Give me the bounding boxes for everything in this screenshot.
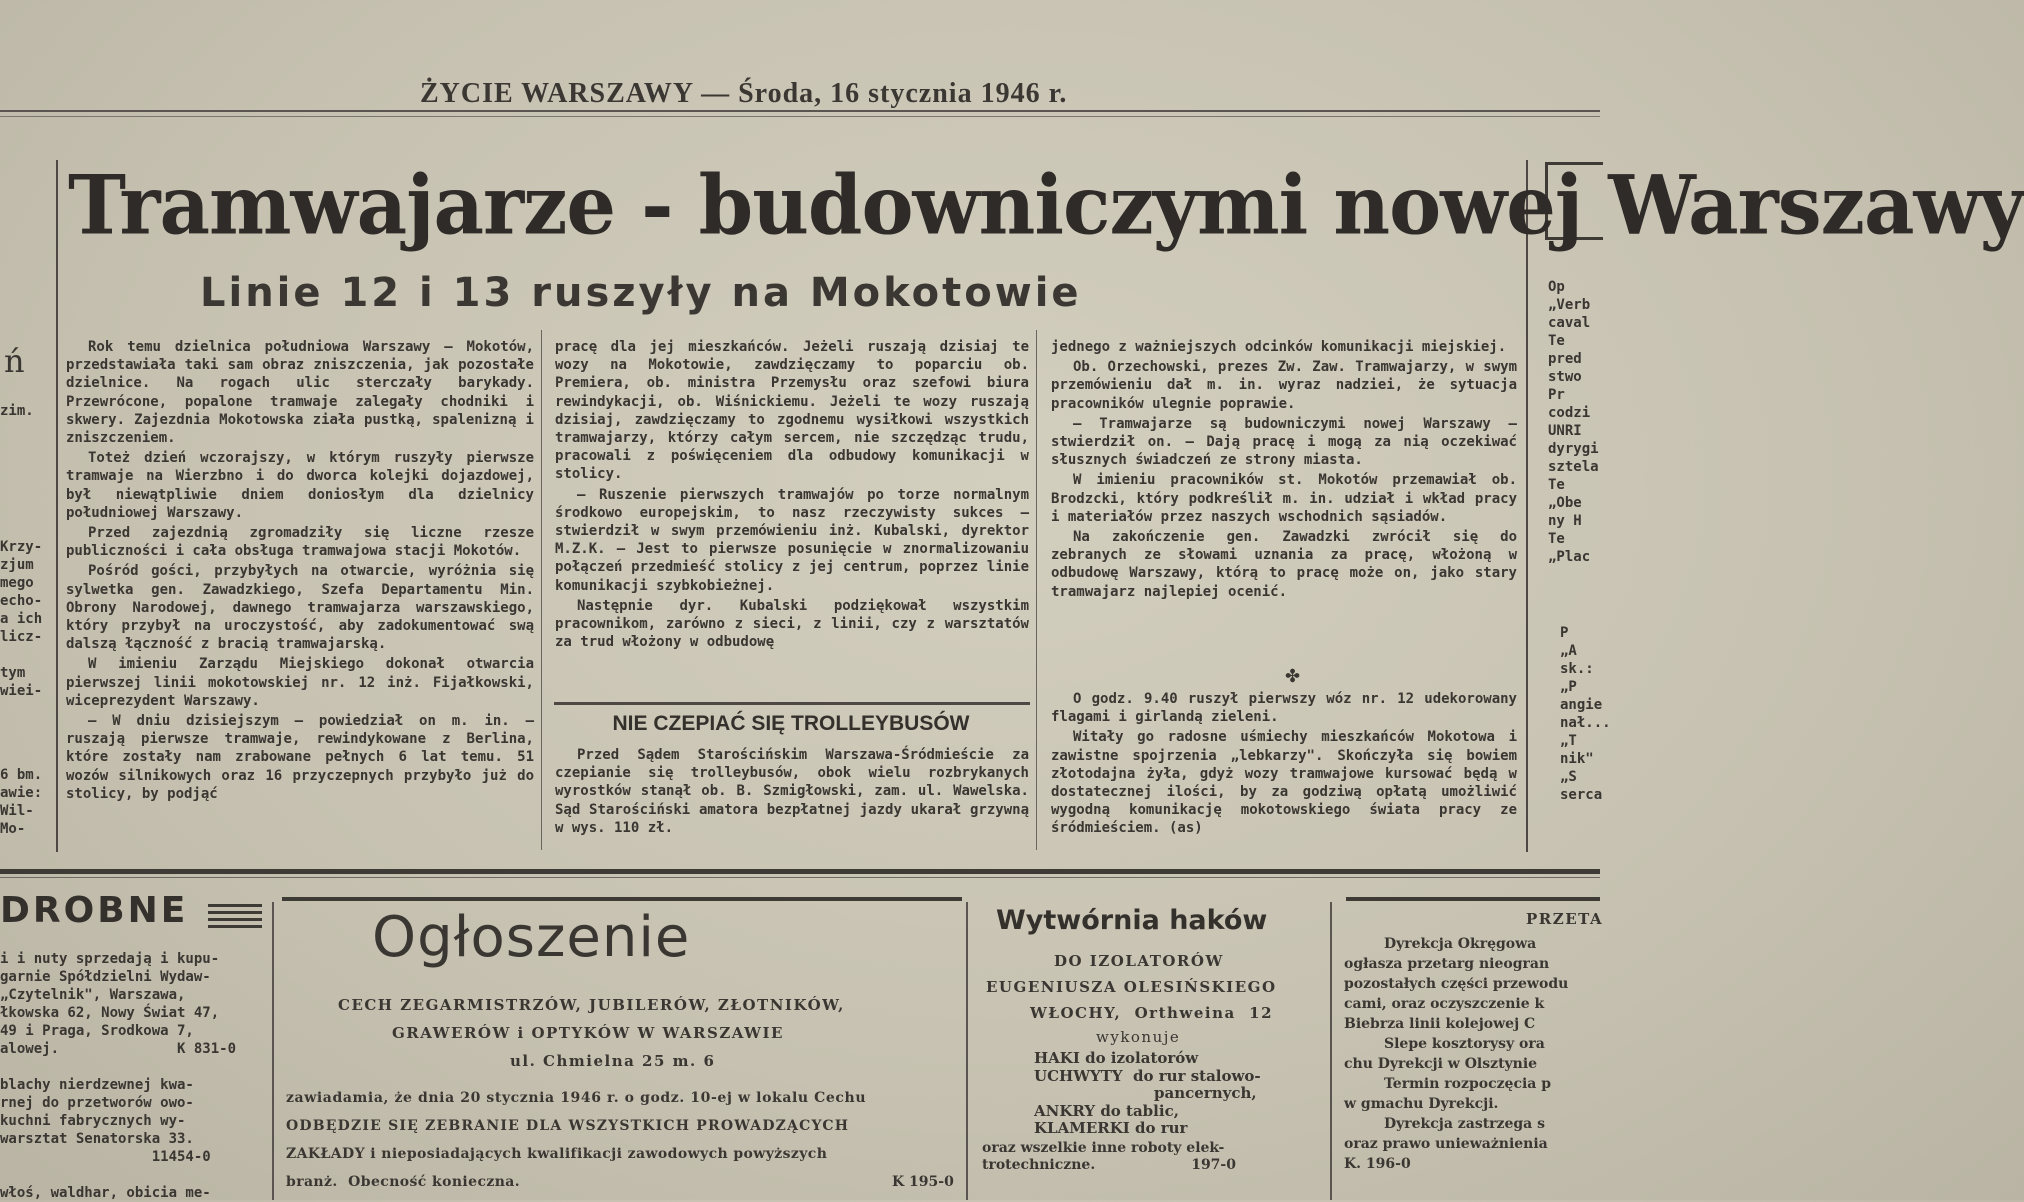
- margin-line: „Plac: [1548, 549, 1591, 565]
- margin-line: Krzy-: [0, 539, 43, 555]
- margin-line: licz-: [0, 629, 43, 645]
- hooks-ad-list: [1034, 1050, 1261, 1138]
- margin-glyph: ń: [4, 342, 25, 380]
- classified-line: kuchni fabrycznych wy-: [0, 1113, 186, 1129]
- paragraph: Następnie dyr. Kubalski podziękował wszystkim pracownikom, zarówno z sieci, z linii, czy z warsztatów za trud włożony w odbudowę: [555, 597, 1029, 651]
- classified-line: alowej. K 831-0: [0, 1041, 237, 1057]
- paragraph: Witały go radosne uśmiechy mieszkańców Mokotowa i zawistne spojrzenia „lebkarzy". Skończyła się bowiem złotodajna żyła, gdyż wozy tramwajowe kursować będą w dostatecznej ilości, by za godziwą opłatą umożliwić wygodną komunikację mokotowskiego świata pracy ze śródmieściem. (as): [1051, 729, 1517, 837]
- classified-line: rnej do przetworów owo-: [0, 1095, 194, 1111]
- margin-line: mego: [0, 575, 34, 591]
- classified-line: [0, 1058, 268, 1076]
- announcement-body: ZAKŁADY i nieposiadających kwalifikacji zawodowych powyższych: [286, 1146, 828, 1162]
- classified-line: 11454-0: [0, 1149, 211, 1165]
- announcement-body: ODBĘDZIE SIĘ ZEBRANIE DLA WSZYSTKICH PROWADZĄCYCH: [286, 1118, 850, 1134]
- article-frame-right: [1526, 160, 1528, 852]
- paragraph: Rok temu dzielnica południowa Warszawy — Mokotów, przedstawiała taki sam obraz zniszczenia, jak pozostałe dzielnice. Na rogach ulic sterczały barykady. Przewrócone, popalone tramwaje zalegały chodniki i skwery. Zajezdnia Mokotowska ziała pustką, spalenizną i zniszczeniem.: [66, 339, 534, 447]
- margin-line: P: [1560, 625, 1569, 641]
- ad-separator: [1330, 902, 1332, 1200]
- article-column-1: [66, 338, 534, 803]
- margin-line: zjum: [0, 557, 34, 573]
- trolley-headline: NIE CZEPIAĆ SIĘ TROLLEYBUSÓW: [612, 712, 970, 735]
- column-separator: [541, 330, 542, 850]
- margin-line: sk.:: [1560, 661, 1594, 677]
- hooks-ad-code: 197-0: [1191, 1157, 1236, 1173]
- paragraph: Toteż dzień wczorajszy, w którym ruszyły pierwsze tramwaje na Wierzbno i do dworca kolejki dojazdowej, był niewątpliwie dniem doniosłym dla dzielnicy południowej Warszawy.: [66, 450, 534, 521]
- paragraph: Pośród gości, przybyłych na otwarcie, wyróżnia się sylwetka gen. Zawadzkiego, Szefa Departamentu Min. Obrony Narodowej, dawnego tramwajarza warszawskiego, który przybył na uroczystość, aby zadokumentować swą dalszą łączność z bracią tramwajarską.: [66, 563, 534, 653]
- announcement-title: Ogłoszenie: [372, 905, 691, 970]
- margin-line: ny H: [1548, 513, 1582, 529]
- margin-line: tym: [0, 665, 26, 681]
- announcement-address: ul. Chmielna 25 m. 6: [510, 1052, 716, 1070]
- subheadline: Linie 12 i 13 ruszyły na Mokotowie: [200, 270, 1082, 316]
- margin-line: „S: [1560, 769, 1577, 785]
- classifieds-title: DROBNE: [0, 890, 189, 931]
- paragraph: W imieniu Zarządu Miejskiego dokonał otwarcia pierwszej linii mokotowskiej nr. 12 inż. Fijałkowski, wiceprezydent Warszawy.: [66, 656, 534, 709]
- classified-line: garnie Spółdzielni Wydaw-: [0, 969, 211, 985]
- margin-line: „T: [1560, 733, 1577, 749]
- ad-top-rule: [282, 897, 962, 901]
- margin-line: sztela: [1548, 459, 1599, 475]
- margin-line: wiei-: [0, 683, 43, 699]
- hooks-ad-item: UCHWYTY do rur stalowo-: [1034, 1066, 1261, 1085]
- paragraph: — Tramwajarze są budowniczymi nowej Warszawy — stwierdził on. — Dają pracę i mogą za nią oczekiwać słusznych świadczeń ze strony miasta.: [1051, 415, 1517, 469]
- tender-line: oraz prawo unieważnienia: [1344, 1136, 1548, 1152]
- margin-line: angie: [1560, 697, 1603, 713]
- left-margin-column: [0, 538, 42, 700]
- paragraph: pracę dla jej mieszkańców. Jeżeli ruszają dzisiaj te wozy na Mokotowie, zawdzięczamy to poparciu ob. Premiera, ob. ministra Przemysłu oraz szefowi biura rewindykacji, ob. Wiśnickiemu. Jeżeli te wozy ruszają dzisiaj, zawdzięczamy to zgodnemu wysiłkowi wszystkich tramwajarzy, którzy całym sercem, nie szczędząc trudu, pracowali z poświęceniem dla odbudowy komunikacji w stolicy.: [555, 339, 1029, 483]
- tender-line: Slepe kosztorysy ora: [1384, 1036, 1545, 1052]
- margin-line: „Verb: [1548, 297, 1591, 313]
- classified-line: i i nuty sprzedają i kupu-: [0, 951, 220, 967]
- paragraph: jednego z ważniejszych odcinków komunikacji miejskiej.: [1051, 339, 1507, 355]
- margin-line: codzi: [1548, 405, 1591, 421]
- left-margin-bottom: [0, 766, 42, 838]
- margin-line: Te: [1548, 477, 1565, 493]
- hooks-ad-text: trotechniczne.: [982, 1157, 1096, 1173]
- margin-line: „P: [1560, 679, 1577, 695]
- margin-line: serca: [1560, 787, 1603, 803]
- margin-line: „Obe: [1548, 495, 1582, 511]
- margin-line: Te: [1548, 531, 1565, 547]
- tender-line: Biebrza linii kolejowej C: [1344, 1016, 1536, 1032]
- tender-line: pozostałych części przewodu: [1344, 976, 1569, 992]
- paragraph: Na zakończenie gen. Zawadzki zwrócił się do zebranych ze słowami uznania za pracę, włożoną w odbudowę Warszawy, którą to pracę może on, jako stary tramwajarz najlepiej ocenić.: [1051, 529, 1517, 600]
- hooks-ad-line: wykonuje: [1096, 1028, 1181, 1046]
- tender-line: Dyrekcja zastrzega s: [1384, 1116, 1546, 1132]
- margin-line: „A: [1560, 643, 1577, 659]
- margin-line: Wil-: [0, 803, 34, 819]
- margin-fragment: zim.: [0, 403, 34, 419]
- margin-line: pred: [1548, 351, 1582, 367]
- right-margin-lower: [1560, 624, 1611, 804]
- right-margin-column: [1548, 278, 1599, 566]
- paragraph: Przed Sądem Starościńskim Warszawa-Śródmieście za czepianie się trolleybusów, obok wielu rozbrykanych wyrostków stanął ob. B. Szmigłowski, zam. ul. Wawelska. Sąd Starościński amatora bezpłatnej jazdy ukarał grzywną w wys. 110 zł.: [555, 747, 1029, 836]
- classifieds-title-lines: [208, 904, 262, 932]
- paragraph: Przed zajezdnią zgromadziły się liczne rzesze publiczności i cała obsługa tramwajowa stacji Mokotów.: [66, 525, 534, 560]
- tender-title: PRZETA: [1526, 910, 1604, 928]
- hooks-ad-line: oraz wszelkie inne roboty elek-: [982, 1140, 1225, 1156]
- tender-text: [1344, 934, 1600, 1174]
- paragraph: O godz. 9.40 ruszył pierwszy wóz nr. 12 udekorowany flagami i girlandą zieleni.: [1051, 691, 1517, 726]
- classified-line: warsztat Senatorska 33.: [0, 1131, 194, 1147]
- classified-line: łkowska 62, Nowy Świat 47,: [0, 1005, 220, 1021]
- margin-line: dyrygi: [1548, 441, 1599, 457]
- margin-line: awie:: [0, 785, 43, 801]
- margin-line: [0, 646, 42, 664]
- margin-line: Te: [1548, 333, 1565, 349]
- announcement-body: branż. Obecność konieczna.: [286, 1174, 521, 1190]
- article-column-3-end: [1051, 690, 1517, 838]
- masthead-rule-thin: [0, 116, 1600, 117]
- trolley-article: [555, 746, 1029, 837]
- paragraph: Ob. Orzechowski, prezes Zw. Zaw. Tramwajarzy, w swym przemówieniu dał m. in. wyraz nadziei, że sytuacja pracowników ulegnie poprawie.: [1051, 359, 1517, 412]
- trolley-rule: [554, 702, 1030, 705]
- tender-line: K. 196-0: [1344, 1156, 1411, 1172]
- column-separator: [1036, 330, 1037, 850]
- article-frame-left: [56, 160, 58, 852]
- tender-line: ogłasza przetarg nieogran: [1344, 956, 1550, 972]
- masthead-rule: [0, 110, 1600, 112]
- masthead: ŻYCIE WARSZAWY — Środa, 16 stycznia 1946 r.: [420, 78, 1068, 109]
- classified-line: [0, 1166, 268, 1184]
- tender-line: Dyrekcja Okręgowa: [1384, 936, 1537, 952]
- margin-line: 6 bm.: [0, 767, 43, 783]
- hooks-ad-item: pancernych,: [1154, 1084, 1257, 1102]
- margin-line: a ich: [0, 611, 43, 627]
- paragraph: — Ruszenie pierwszych tramwajów po torze normalnym środkowo europejskim, to nasz rzeczywisty sukces — stwierdził w swym przemówieniu inż. Kubalski, dyrektor M.Z.K. — Jest to pierwsze posunięcie w znormalizowaniu połączeń przedmieść stolicy z jej centrum, poprzez linie komunikacji szybkobieżnej.: [555, 486, 1029, 594]
- announcement-line: GRAWERÓW i OPTYKÓW W WARSZAWIE: [392, 1024, 784, 1042]
- hooks-ad-line: WŁOCHY, Orthweina 12: [1030, 1004, 1274, 1022]
- hooks-ad-line: [982, 1157, 1236, 1174]
- tender-line: cami, oraz oczyszczenie k: [1344, 996, 1545, 1012]
- ornament-glyph: ✤: [1285, 666, 1301, 687]
- tender-rule: [1346, 897, 1600, 901]
- margin-line: nik": [1560, 751, 1594, 767]
- section-divider: [0, 869, 1600, 874]
- section-divider-thin: [0, 877, 1600, 878]
- hooks-ad-line: EUGENIUSZA OLESIŃSKIEGO: [986, 978, 1277, 996]
- margin-line: stwo: [1548, 369, 1582, 385]
- article-column-2: [555, 338, 1029, 651]
- ad-separator: [272, 902, 274, 1200]
- classified-line: „Czytelnik", Warszawa,: [0, 987, 186, 1003]
- tender-line: w gmachu Dyrekcji.: [1344, 1096, 1499, 1112]
- classified-line: 49 i Praga, Srodkowa 7,: [0, 1023, 194, 1039]
- margin-line: Pr: [1548, 387, 1565, 403]
- tender-line: Termin rozpoczęcia p: [1384, 1076, 1552, 1092]
- margin-line: Op: [1548, 279, 1565, 295]
- hooks-ad-line: DO IZOLATORÓW: [1054, 952, 1224, 970]
- tender-line: chu Dyrekcji w Olsztynie: [1344, 1056, 1538, 1072]
- classified-line: włoś, waldhar, obicia me-: [0, 1185, 211, 1201]
- hooks-ad-title: Wytwórnia haków: [996, 905, 1268, 936]
- announcement-code: K 195-0: [892, 1174, 954, 1190]
- hooks-ad-footer: [982, 1140, 1236, 1174]
- hooks-ad-item: HAKI do izolatorów: [1034, 1049, 1199, 1067]
- margin-line: caval: [1548, 315, 1591, 331]
- paragraph: W imieniu pracowników st. Mokotów przemawiał ob. Brodzcki, który podkreślił m. in. udział i wkład pracy i materiałów przez naszych wschodnich sąsiadów.: [1051, 472, 1517, 525]
- margin-line: nał...: [1560, 715, 1611, 731]
- classified-line: blachy nierdzewnej kwa-: [0, 1077, 194, 1093]
- announcement-body: zawiadamia, że dnia 20 stycznia 1946 r. o godz. 10-ej w lokalu Cechu: [286, 1090, 867, 1106]
- article-column-3: [1051, 338, 1517, 601]
- headline: Tramwajarze - budowniczymi nowej Warszawy: [68, 158, 2024, 254]
- margin-line: UNRI: [1548, 423, 1582, 439]
- hooks-ad-item: KLAMERKI do rur: [1034, 1119, 1188, 1137]
- hooks-ad-item: ANKRY do tablic,: [1034, 1101, 1179, 1120]
- margin-line: Mo-: [0, 821, 26, 837]
- paragraph: — W dniu dzisiejszym — powiedział on m. in. — ruszają pierwsze tramwaje, rewindykowane z Berlina, które zostały nam zrabowane pełnych 6 lat temu. 51 wozów silnikowych oraz 16 przyczepnych przybyło już do stolicy, by podjąć: [66, 713, 534, 802]
- announcement-line: CECH ZEGARMISTRZÓW, JUBILERÓW, ZŁOTNIKÓW,: [338, 996, 845, 1014]
- classifieds-list: [0, 950, 268, 1202]
- margin-line: echo-: [0, 593, 43, 609]
- ad-separator: [966, 902, 968, 1200]
